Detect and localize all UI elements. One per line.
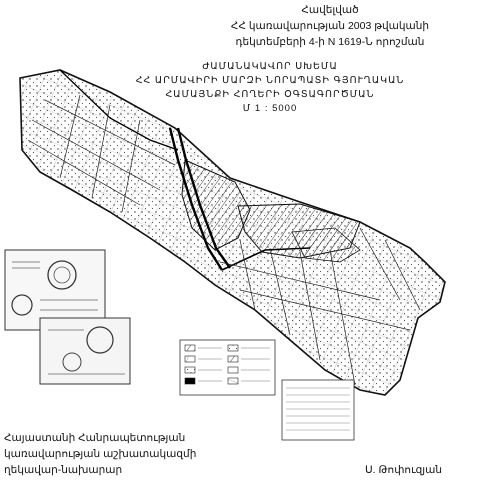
map-title-line-2: ՀՀ ԱՐՄԱՎԻՐԻ ՄԱՐԶԻ ՆՈՐԱՊԱՏԻ ԳՅՈՒՂԱԿԱՆ	[135, 75, 405, 86]
annex-line-3: դեկտեմբերի 4-ի N 1619-Ն որոշման	[235, 36, 425, 48]
annex-line-1: Հավելված	[301, 4, 359, 16]
signatory-name: Ս. Թոփուզյան	[365, 464, 443, 476]
explication-table	[282, 380, 354, 440]
annex-line-2: ՀՀ կառավարության 2003 թվականի	[230, 20, 430, 32]
map-scale: Մ 1 : 5000	[242, 103, 298, 114]
signature-position-line-1: Հայաստանի Հանրապետության	[4, 432, 186, 444]
map-legend	[180, 340, 275, 395]
signature-position-line-3: ղեկավար-նախարար	[4, 464, 123, 476]
stamp-documents	[5, 250, 130, 384]
map-title-line-1: ԺԱՄԱՆԱԿԱՎՈՐ ՍԽԵՄԱ	[202, 61, 338, 72]
signature-position-line-2: կառավարության աշխատակազմի	[4, 448, 197, 460]
map-title-line-3: ՀԱՄԱՅՆՔԻ ՀՈՂԵՐԻ ՕԳՏԱԳՈՐԾՄԱՆ	[165, 89, 375, 100]
